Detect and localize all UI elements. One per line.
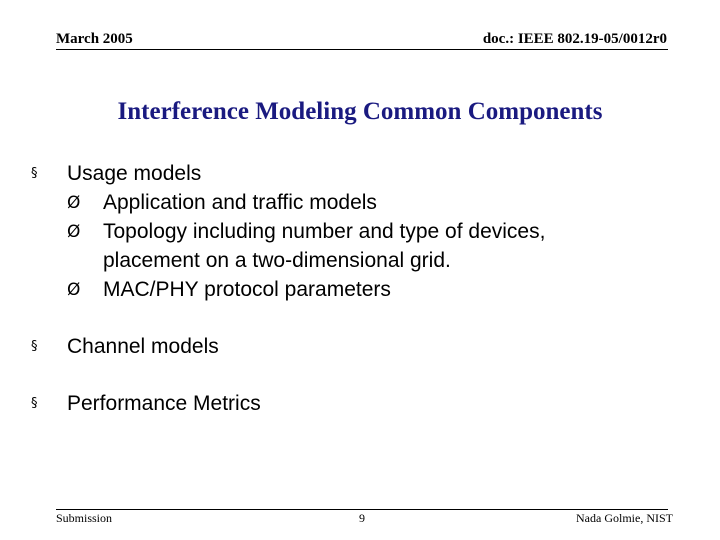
sub-bullet-arrow-icon: Ø — [67, 280, 81, 300]
header-divider — [56, 49, 668, 50]
bullet-performance-metrics: Performance Metrics — [67, 392, 261, 415]
bullet-marker-icon: § — [31, 339, 38, 354]
sub-bullet-application-traffic: Application and traffic models — [103, 191, 377, 214]
sub-bullet-topology-line-1: Topology including number and type of devices, — [103, 220, 546, 243]
sub-bullet-arrow-icon: Ø — [67, 222, 81, 242]
slide-title: Interference Modeling Common Components — [117, 98, 603, 125]
bullet-marker-icon: § — [31, 166, 38, 181]
page-number: 9 — [359, 511, 365, 525]
footer-divider — [56, 509, 668, 510]
bullet-marker-icon: § — [31, 396, 38, 411]
header-date: March 2005 — [56, 31, 133, 47]
sub-bullet-mac-phy: MAC/PHY protocol parameters — [103, 278, 391, 301]
header-document-id: doc.: IEEE 802.19-05/0012r0 — [482, 31, 667, 47]
footer-submission: Submission — [56, 511, 113, 525]
bullet-usage-models: Usage models — [67, 162, 202, 185]
sub-bullet-arrow-icon: Ø — [67, 193, 81, 213]
footer-author: Nada Golmie, NIST — [576, 511, 673, 525]
bullet-channel-models: Channel models — [67, 335, 219, 358]
sub-bullet-topology-line-2: placement on a two-dimensional grid. — [103, 249, 451, 272]
